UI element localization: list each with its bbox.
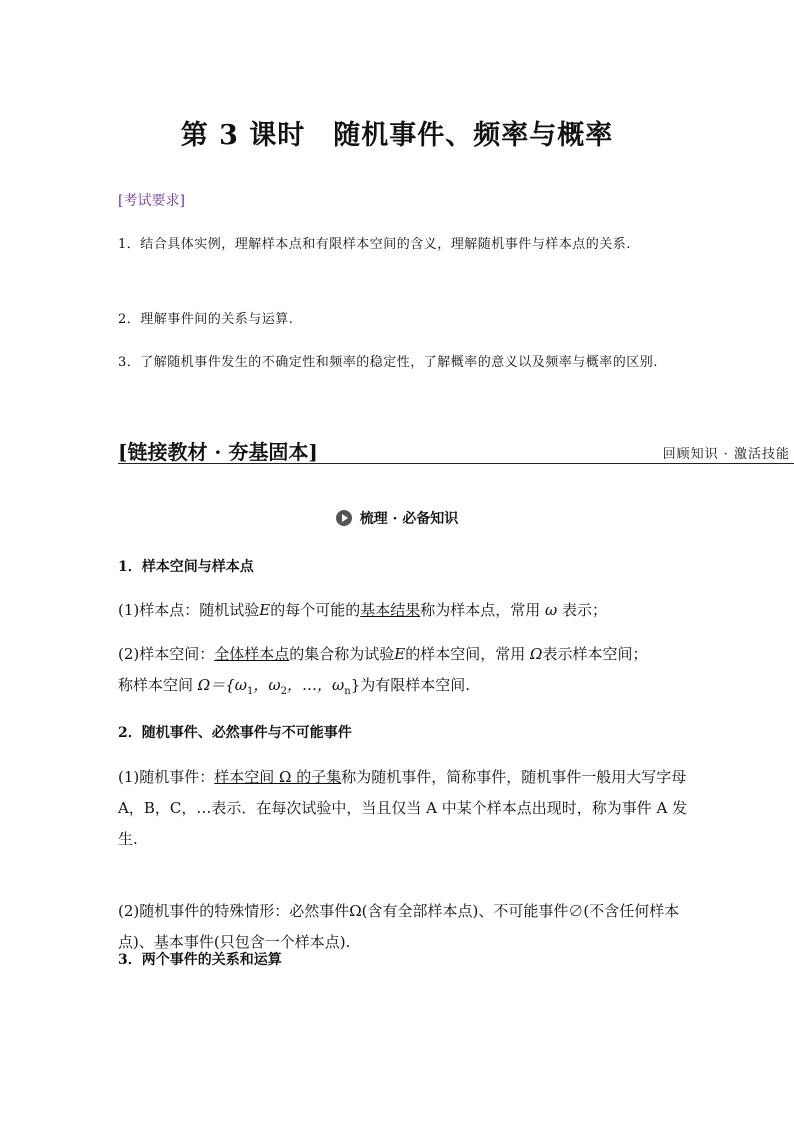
requirement-item-2: 2．理解事件间的关系与运算. <box>118 312 294 327</box>
requirement-item-3: 3．了解随机事件发生的不确定性和频率的稳定性，了解概率的意义以及频率与概率的区别. <box>118 355 658 370</box>
section-divider <box>118 463 794 464</box>
paragraph-special-cases: (2)随机事件的特殊情形：必然事件Ω(含有全部样本点)、不可能事件∅(不含任何样本点)、基本事件(只包含一个样本点). <box>118 902 680 951</box>
paragraph-random-event: (1)随机事件：样本空间 Ω 的子集称为随机事件，简称事件，随机事件一般用大写字母 A，B，C，…表示．在每次试验中，当且仅当 A 中某个样本点出现时，称为事件 A 发生. <box>118 768 688 848</box>
sub-heading <box>0 508 794 528</box>
heading-2: 2．随机事件、必然事件与不可能事件 <box>118 725 352 741</box>
heading-3: 3．两个事件的关系和运算 <box>118 952 282 968</box>
requirements-heading: [考试要求] <box>118 193 185 209</box>
page-title: 第 3 课时 随机事件、频率与概率 <box>180 120 614 151</box>
underlined-term: 全体样本点 <box>214 645 290 663</box>
underlined-term: 基本结果 <box>360 601 421 619</box>
paragraph-sample-point: (1)样本点：随机试验E的每个可能的基本结果称为样本点，常用 ω 表示； <box>118 601 608 619</box>
underlined-term: 样本空间 Ω 的子集 <box>214 768 342 786</box>
heading-1: 1．样本空间与样本点 <box>118 559 254 575</box>
section-heading: [链接教材 · 夯基固本] <box>118 440 318 464</box>
sub-heading-label: 梳理 · 必备知识 <box>359 511 459 527</box>
section-right-label: 回顾知识 · 激活技能 <box>662 447 790 462</box>
paragraph-sample-space: (2)样本空间：全体样本点的集合称为试验E的样本空间，常用 Ω表示样本空间； 称样本空间 $\Omega=\{\omega_1$，$\omega_2$，…，$\omega_n$}为有限样本空间. <box>118 645 648 697</box>
requirement-item-1: 1．结合具体实例，理解样本点和有限样本空间的含义，理解随机事件与样本点的关系. <box>118 237 631 252</box>
play-icon <box>336 510 352 526</box>
